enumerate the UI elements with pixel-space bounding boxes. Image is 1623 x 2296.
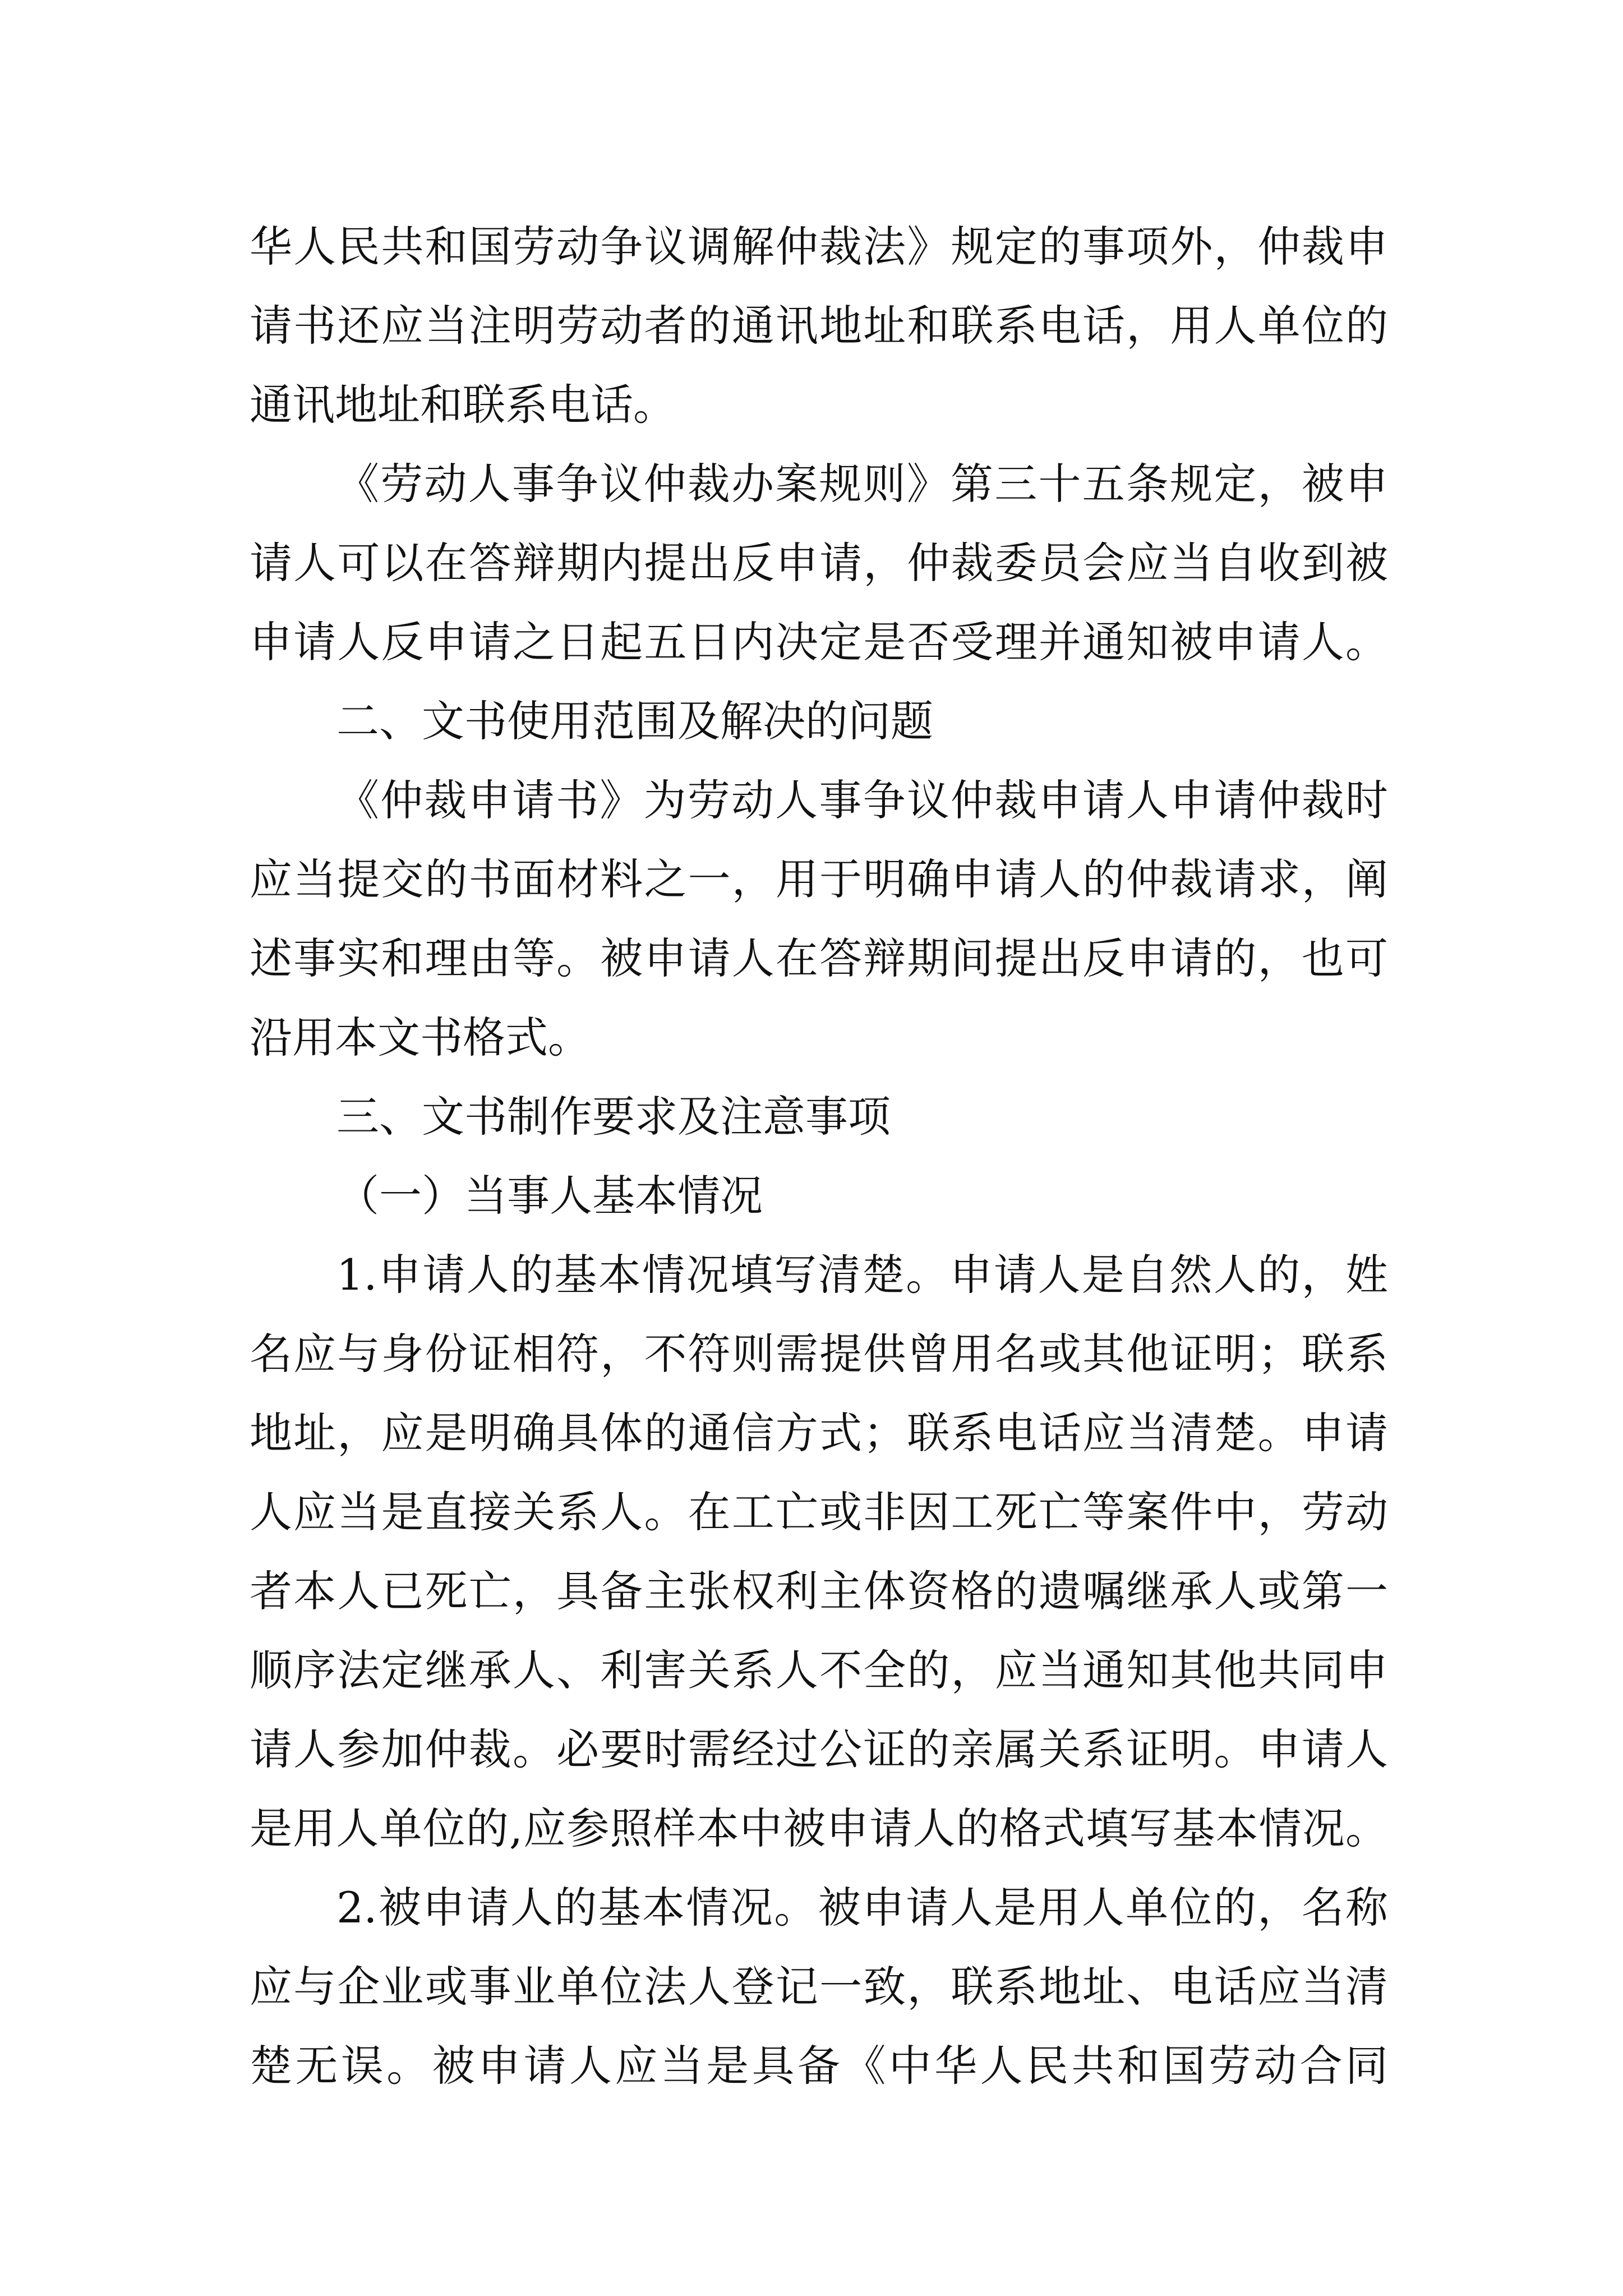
paragraph-line: 者本人已死亡，具备主张权利主体资格的遗嘱继承人或第一 xyxy=(250,1566,1388,1616)
paragraph-line: 请人参加仲裁。必要时需经过公证的亲属关系证明。申请人 xyxy=(250,1724,1388,1774)
paragraph-line: 应与企业或事业单位法人登记一致，联系地址、电话应当清 xyxy=(250,1962,1388,2012)
paragraph-line: 沿用本文书格式。 xyxy=(250,1013,591,1062)
paragraph-line: 应当提交的书面材料之一，用于明确申请人的仲裁请求，阐 xyxy=(250,854,1388,904)
paragraph-line: 请书还应当注明劳动者的通讯地址和联系电话，用人单位的 xyxy=(250,301,1388,351)
paragraph-line: 名应与身份证相符，不符则需提供曾用名或其他证明；联系 xyxy=(250,1329,1388,1379)
paragraph-line: 通讯地址和联系电话。 xyxy=(250,380,676,430)
paragraph-line: 华人民共和国劳动争议调解仲裁法》规定的事项外，仲裁申 xyxy=(250,222,1388,272)
paragraph-line: 申请人反申请之日起五日内决定是否受理并通知被申请人。 xyxy=(250,617,1388,667)
paragraph-line: 述事实和理由等。被申请人在答辩期间提出反申请的，也可 xyxy=(250,933,1388,983)
paragraph-line: 《劳动人事争议仲裁办案规则》第三十五条规定，被申 xyxy=(336,459,1388,509)
paragraph-line: 顺序法定继承人、利害关系人不全的，应当通知其他共同申 xyxy=(250,1645,1388,1695)
section-heading: 二、文书使用范围及解决的问题 xyxy=(336,696,933,746)
paragraph-line: 2.被申请人的基本情况。被申请人是用人单位的，名称 xyxy=(336,1883,1388,1932)
paragraph-line: 楚无误。被申请人应当是具备《中华人民共和国劳动合同 xyxy=(250,2041,1388,2091)
paragraph-line: 是用人单位的,应参照样本中被申请人的格式填写基本情况。 xyxy=(250,1803,1388,1853)
paragraph-line: 《仲裁申请书》为劳动人事争议仲裁申请人申请仲裁时 xyxy=(336,775,1388,825)
paragraph-line: 请人可以在答辩期内提出反申请，仲裁委员会应当自收到被 xyxy=(250,538,1388,588)
paragraph-line: 1.申请人的基本情况填写清楚。申请人是自然人的，姓 xyxy=(336,1250,1388,1300)
section-heading: 三、文书制作要求及注意事项 xyxy=(336,1092,891,1142)
paragraph-line: 人应当是直接关系人。在工亡或非因工死亡等案件中，劳动 xyxy=(250,1487,1388,1537)
paragraph-line: 地址，应是明确具体的通信方式；联系电话应当清楚。申请 xyxy=(250,1408,1388,1458)
subsection-heading: （一）当事人基本情况 xyxy=(336,1171,763,1221)
